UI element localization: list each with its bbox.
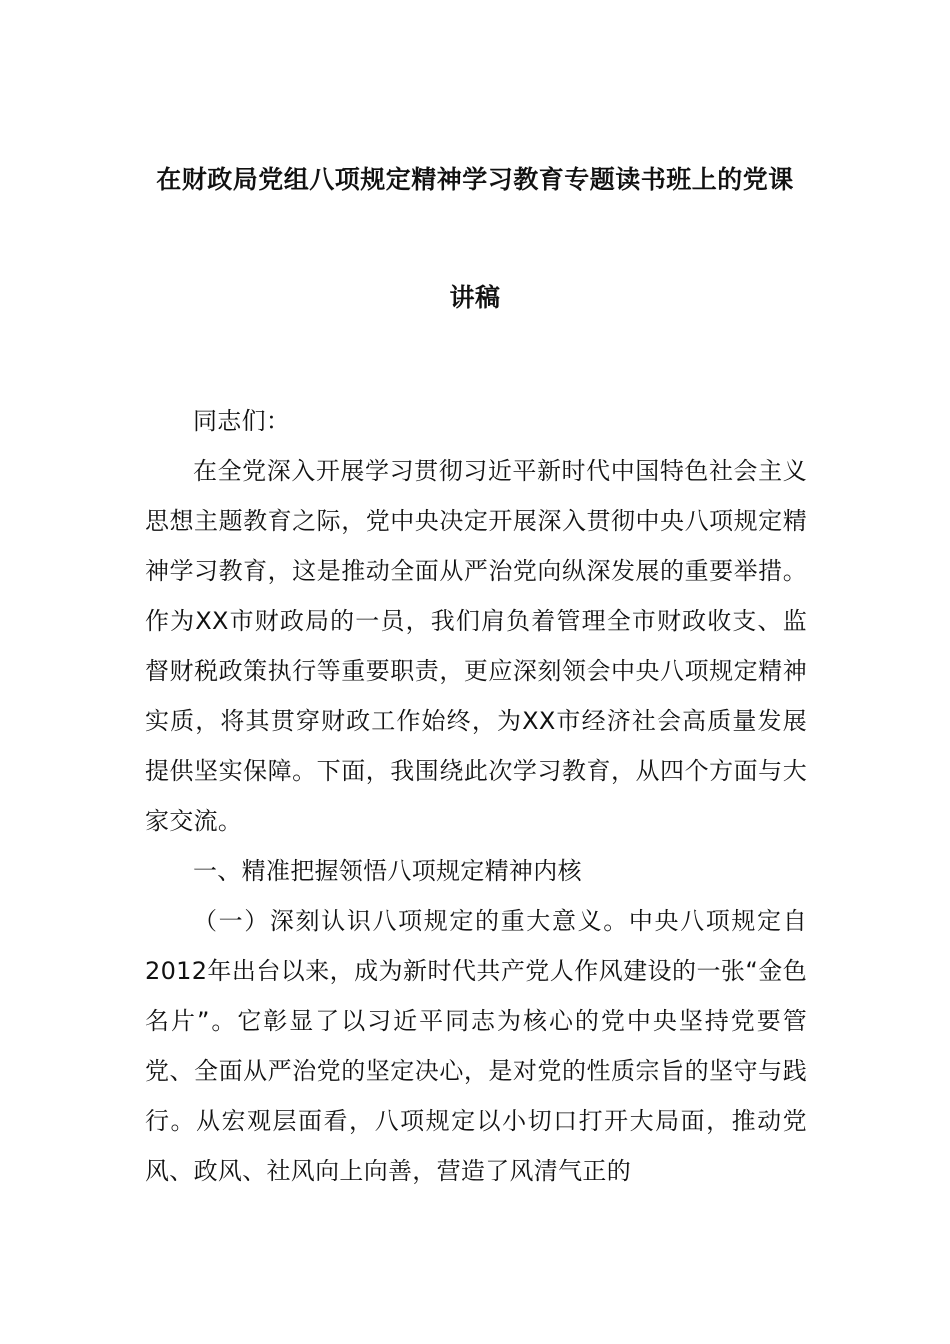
paragraph-subsection-1: （一）深刻认识八项规定的重大意义。中央八项规定自2012年出台以来，成为新时代共产党人作风建设的一张“金色名片”。它彰显了以习近平同志为核心的党中央坚持党要管党、全面从严治党的坚定决心，是对党的性质宗旨的坚守与践行。从宏观层面看，八项规定以小切口打开大局面，推动党风、政风、社风向上向善，营造了风清气正的 — [145, 907, 807, 1185]
document-title-line-2: 讲稿 — [449, 283, 501, 312]
document-title-line-1: 在财政局党组八项规定精神学习教育专题读书班上的党课 — [156, 165, 794, 194]
salutation: 同志们： — [193, 407, 291, 435]
document-body — [145, 396, 807, 1196]
paragraph-intro: 在全党深入开展学习贯彻习近平新时代中国特色社会主义思想主题教育之际，党中央决定开展深入贯彻中央八项规定精神学习教育，这是推动全面从严治党向纵深发展的重要举措。作为XX市财政局的一员，我们肩负着管理全市财政收支、监督财税政策执行等重要职责，更应深刻领会中央八项规定精神实质，将其贯穿财政工作始终，为XX市经济社会高质量发展提供坚实保障。下面，我围绕此次学习教育，从四个方面与大家交流。 — [145, 457, 807, 835]
section-heading-1: 一、精准把握领悟八项规定精神内核 — [193, 857, 582, 885]
